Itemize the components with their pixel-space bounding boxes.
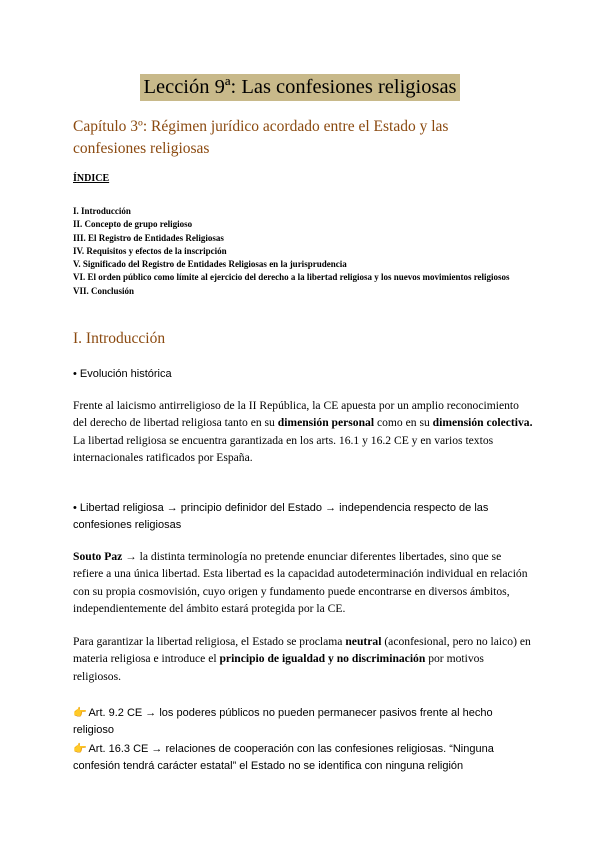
- pointing-hand-icon: 👉: [73, 741, 87, 755]
- article-notes: 👉 Art. 9.2 CE → los poderes públicos no pueden permanecer pasivos frente al hecho religioso 👉 Art. 16.3 CE → relaciones de cooperación con las confesiones religiosas. “Ninguna confesión tendrá carácter estatal” el Estado no se identifica con ninguna religión: [73, 706, 494, 773]
- toc-item: IV. Requisitos y efectos de la inscripción: [73, 245, 227, 256]
- table-of-contents: [73, 205, 533, 298]
- chapter-heading: Capítulo 3º: Régimen jurídico acordado entre el Estado y las confesiones religiosas: [73, 118, 449, 157]
- paragraph-laicismo: Frente al laicismo antirreligioso de la II República, la CE apuesta por un amplio reconocimiento del derecho de libertad religiosa tanto en su dimensión personal como en su dimensión colectiva. La libertad religiosa se encuentra garantizada en los arts. 16.1 y 16.2 CE y en varios textos internacionales ratificados por España.: [73, 399, 533, 465]
- toc-item: II. Concepto de grupo religioso: [73, 219, 193, 230]
- toc-item: VI. El orden público como límite al ejercicio del derecho a la libertad religiosa y los nuevos movimientos religiosos: [73, 272, 510, 283]
- paragraph-souto-paz: Souto Paz → la distinta terminología no pretende enunciar diferentes libertades, sino que se refiere a una única libertad. Esta libertad es la capacidad autodeterminación individual en relación con su propia cosmovisión, cuyo origen y fundamento puede encontrarse en diversos ámbitos, independientemente del ámbito estará protegida por la CE.: [73, 550, 528, 616]
- paragraph-neutral: Para garantizar la libertad religiosa, el Estado se proclama neutral (aconfesional, pero no laico) en materia religiosa e introduce el principio de igualdad y no discriminación por motivos religiosos.: [73, 635, 531, 683]
- toc-item: VII. Conclusión: [73, 285, 135, 296]
- toc-item: I. Introducción: [73, 206, 131, 216]
- bullet-libertad: • Libertad religiosa → principio definidor del Estado → independencia respecto de las confesiones religiosas: [73, 502, 489, 532]
- pointing-hand-icon: 👉: [73, 706, 87, 719]
- bullet-evolucion: • Evolución histórica: [73, 368, 172, 380]
- index-heading: ÍNDICE: [73, 173, 110, 184]
- toc-item: V. Significado del Registro de Entidades Religiosas en la jurisprudencia: [73, 259, 347, 270]
- toc-item: III. El Registro de Entidades Religiosas: [73, 232, 224, 243]
- title-wrap: [0, 74, 600, 101]
- lesson-title: Lección 9ª: Las confesiones religiosas: [140, 74, 459, 101]
- section-heading: I. Introducción: [73, 330, 166, 347]
